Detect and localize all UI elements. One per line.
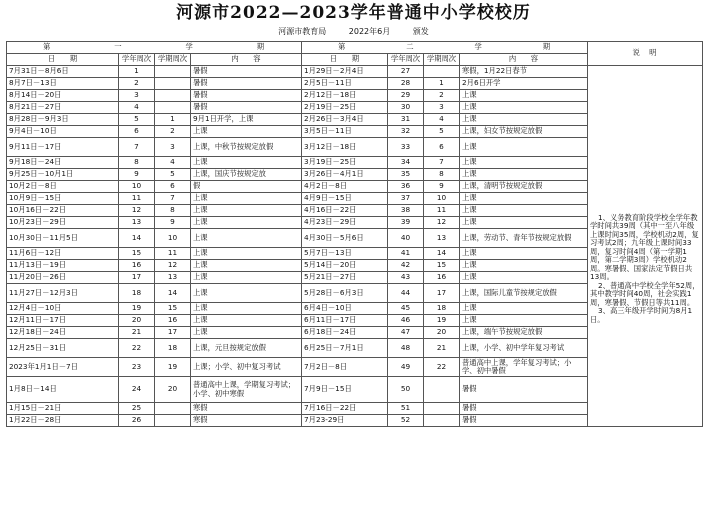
date-1: 12月18日－24日 (7, 327, 119, 339)
content-2: 上课，清明节按规定放假 (460, 181, 588, 193)
term-week-1: 11 (155, 248, 191, 260)
date-1: 8月7日－13日 (7, 78, 119, 90)
date-1: 11月27日－12月3日 (7, 284, 119, 303)
date-1: 2023年1月1日－7日 (7, 358, 119, 377)
school-week-1: 14 (119, 229, 155, 248)
school-week-2: 44 (388, 284, 424, 303)
date-1: 10月16日－22日 (7, 205, 119, 217)
content-2: 上课，小学、初中学年复习考试 (460, 339, 588, 358)
term-week-1: 8 (155, 205, 191, 217)
content-1: 暑假 (191, 90, 302, 102)
date-1: 12月11日－17日 (7, 315, 119, 327)
date-1: 1月15日－21日 (7, 403, 119, 415)
date-1: 9月4日－10日 (7, 126, 119, 138)
date-2: 5月28日－6月3日 (302, 284, 388, 303)
issue-action: 颁发 (412, 27, 429, 36)
term-week-2: 8 (424, 169, 460, 181)
content-2: 上课 (460, 169, 588, 181)
date-1: 10月23日－29日 (7, 217, 119, 229)
school-week-2: 46 (388, 315, 424, 327)
content-1: 上课 (191, 272, 302, 284)
content-2: 上课 (460, 157, 588, 169)
date-2: 7月9日－15日 (302, 377, 388, 403)
content-2: 上课 (460, 102, 588, 114)
school-week-2: 32 (388, 126, 424, 138)
calendar-row (7, 66, 703, 78)
term-week-2: 22 (424, 358, 460, 377)
school-week-2: 31 (388, 114, 424, 126)
term-week-2: 4 (424, 114, 460, 126)
school-week-1: 22 (119, 339, 155, 358)
content-1: 上课 (191, 303, 302, 315)
term-week-1: 4 (155, 157, 191, 169)
term-week-2: 15 (424, 260, 460, 272)
term-week-2: 19 (424, 315, 460, 327)
term-week-1: 2 (155, 126, 191, 138)
school-week-1: 9 (119, 169, 155, 181)
term-week-1 (155, 66, 191, 78)
date-1: 9月25日－10月1日 (7, 169, 119, 181)
col-school-week-2: 学年周次 (388, 54, 424, 66)
school-week-2: 38 (388, 205, 424, 217)
date-2: 2月19日－25日 (302, 102, 388, 114)
content-2: 暑假 (460, 415, 588, 427)
semester-header-row (7, 42, 703, 54)
issue-date: 2022年6月 (348, 27, 391, 36)
term-week-2 (424, 66, 460, 78)
content-2: 上课 (460, 90, 588, 102)
school-week-1: 10 (119, 181, 155, 193)
term-week-2: 17 (424, 284, 460, 303)
date-2: 4月9日－15日 (302, 193, 388, 205)
content-1: 上课 (191, 157, 302, 169)
term-week-1: 15 (155, 303, 191, 315)
content-1: 上课 (191, 217, 302, 229)
school-week-1: 20 (119, 315, 155, 327)
term-week-1: 7 (155, 193, 191, 205)
school-week-1: 23 (119, 358, 155, 377)
term-week-1: 18 (155, 339, 191, 358)
term-week-2: 5 (424, 126, 460, 138)
school-week-2: 40 (388, 229, 424, 248)
date-1: 8月14日－20日 (7, 90, 119, 102)
date-2: 4月2日－8日 (302, 181, 388, 193)
content-1: 暑假 (191, 66, 302, 78)
school-week-2: 43 (388, 272, 424, 284)
school-week-2: 39 (388, 217, 424, 229)
date-2: 5月14日－20日 (302, 260, 388, 272)
term-week-1: 9 (155, 217, 191, 229)
date-1: 7月31日－8月6日 (7, 66, 119, 78)
term-week-1: 1 (155, 114, 191, 126)
term-week-2 (424, 403, 460, 415)
col-date-1: 日 期 (7, 54, 119, 66)
school-week-2: 41 (388, 248, 424, 260)
term-week-1: 10 (155, 229, 191, 248)
date-1: 10月30日－11月5日 (7, 229, 119, 248)
date-2: 4月30日－5月6日 (302, 229, 388, 248)
term-week-2: 1 (424, 78, 460, 90)
content-2: 寒假，1月22日春节 (460, 66, 588, 78)
date-1: 10月9日－15日 (7, 193, 119, 205)
semester-1-header: 第 一 学 期 (7, 42, 302, 54)
content-2: 上课 (460, 248, 588, 260)
school-week-1: 1 (119, 66, 155, 78)
note-item: 3、高三年级开学时间为8月1日。 (590, 306, 693, 324)
date-1: 1月8日－14日 (7, 377, 119, 403)
col-content-2: 内 容 (460, 54, 588, 66)
content-2: 上课 (460, 315, 588, 327)
date-1: 12月25日－31日 (7, 339, 119, 358)
content-2: 上课，妇女节按规定放假 (460, 126, 588, 138)
school-week-2: 34 (388, 157, 424, 169)
content-1: 上课，元旦按规定放假 (191, 339, 302, 358)
school-week-2: 36 (388, 181, 424, 193)
content-2: 上课 (460, 260, 588, 272)
date-2: 2月26日－3月4日 (302, 114, 388, 126)
content-2: 上课 (460, 272, 588, 284)
date-2: 7月23-29日 (302, 415, 388, 427)
school-week-1: 4 (119, 102, 155, 114)
date-1: 9月11日－17日 (7, 138, 119, 157)
date-2: 2月12日－18日 (302, 90, 388, 102)
term-week-2: 21 (424, 339, 460, 358)
school-week-1: 25 (119, 403, 155, 415)
content-1: 暑假 (191, 78, 302, 90)
content-1: 上课 (191, 205, 302, 217)
term-week-2: 18 (424, 303, 460, 315)
school-week-2: 51 (388, 403, 424, 415)
term-week-2: 9 (424, 181, 460, 193)
content-1: 上课，国庆节按规定放 (191, 169, 302, 181)
term-week-1 (155, 90, 191, 102)
note-item: 1、义务教育阶段学校全学年教学时间共39周（其中一至八年级上课时间35周，学校机动2周，复习考试2周；九年级上课时间33周，复习时间4周（第一学期1周，第二学期3周）学校机动2周。寒暑假、国家法定节假日共13周。 (590, 212, 699, 282)
date-2: 6月25日－7月1日 (302, 339, 388, 358)
date-2: 3月26日－4月1日 (302, 169, 388, 181)
content-1: 上课 (191, 260, 302, 272)
term-week-2 (424, 377, 460, 403)
term-week-2: 13 (424, 229, 460, 248)
term-week-1: 6 (155, 181, 191, 193)
school-week-1: 15 (119, 248, 155, 260)
content-2: 上课 (460, 114, 588, 126)
subtitle (0, 26, 707, 38)
date-1: 12月4日－10日 (7, 303, 119, 315)
content-1: 普通高中上课，学期复习考试；小学、初中寒假 (191, 377, 302, 403)
term-week-1 (155, 78, 191, 90)
date-2: 4月23日－29日 (302, 217, 388, 229)
col-term-week-1: 学期周次 (155, 54, 191, 66)
school-week-1: 12 (119, 205, 155, 217)
term-week-2: 11 (424, 205, 460, 217)
school-week-1: 5 (119, 114, 155, 126)
term-week-1: 13 (155, 272, 191, 284)
school-week-1: 8 (119, 157, 155, 169)
content-2: 上课，端午节按规定放假 (460, 327, 588, 339)
term-week-2: 7 (424, 157, 460, 169)
term-week-2: 6 (424, 138, 460, 157)
content-2: 暑假 (460, 403, 588, 415)
school-week-1: 7 (119, 138, 155, 157)
school-week-2: 48 (388, 339, 424, 358)
school-week-2: 37 (388, 193, 424, 205)
term-week-2: 14 (424, 248, 460, 260)
page-title: 河源市2022—2023学年普通中小学校校历 (176, 3, 531, 23)
content-1: 上课 (191, 229, 302, 248)
content-1: 假 (191, 181, 302, 193)
school-week-1: 26 (119, 415, 155, 427)
school-week-2: 29 (388, 90, 424, 102)
school-week-2: 42 (388, 260, 424, 272)
school-week-2: 52 (388, 415, 424, 427)
term-week-1: 16 (155, 315, 191, 327)
date-2: 6月4日－10日 (302, 303, 388, 315)
note-item: 2、普通高中学校全学年52周，其中教学时间40周，社会实践1周，寒暑假、节假日等共11周。 (590, 280, 700, 307)
content-2: 上课，劳动节、青年节按规定放假 (460, 229, 588, 248)
date-2: 7月2日－8日 (302, 358, 388, 377)
col-content-1: 内 容 (191, 54, 302, 66)
term-week-2: 2 (424, 90, 460, 102)
issuer: 河源市教育局 (278, 27, 327, 36)
content-1: 上课 (191, 248, 302, 260)
content-2: 2月6日开学 (460, 78, 588, 90)
content-2: 上课 (460, 193, 588, 205)
school-week-1: 17 (119, 272, 155, 284)
school-week-2: 49 (388, 358, 424, 377)
term-week-2: 16 (424, 272, 460, 284)
term-week-2: 10 (424, 193, 460, 205)
term-week-2: 3 (424, 102, 460, 114)
date-2: 3月19日－25日 (302, 157, 388, 169)
term-week-1: 14 (155, 284, 191, 303)
school-week-2: 50 (388, 377, 424, 403)
col-date-2: 日 期 (302, 54, 388, 66)
date-2: 3月5日－11日 (302, 126, 388, 138)
school-week-2: 47 (388, 327, 424, 339)
term-week-1 (155, 415, 191, 427)
content-2: 上课 (460, 205, 588, 217)
content-2: 普通高中上课，学年复习考试；小学、初中暑假 (460, 358, 588, 377)
term-week-1: 5 (155, 169, 191, 181)
date-2: 5月21日－27日 (302, 272, 388, 284)
date-2: 2月5日－11日 (302, 78, 388, 90)
date-1: 11月6日－12日 (7, 248, 119, 260)
content-1: 上课 (191, 315, 302, 327)
term-week-2: 12 (424, 217, 460, 229)
school-week-1: 21 (119, 327, 155, 339)
content-1: 上课，中秋节按规定放假 (191, 138, 302, 157)
content-2: 上课 (460, 217, 588, 229)
date-1: 8月28日－9月3日 (7, 114, 119, 126)
date-1: 11月20日－26日 (7, 272, 119, 284)
term-week-1: 19 (155, 358, 191, 377)
date-1: 11月13日－19日 (7, 260, 119, 272)
date-2: 5月7日－13日 (302, 248, 388, 260)
content-2: 上课 (460, 138, 588, 157)
school-week-1: 18 (119, 284, 155, 303)
content-2: 上课 (460, 303, 588, 315)
school-week-1: 6 (119, 126, 155, 138)
school-week-2: 27 (388, 66, 424, 78)
content-1: 上课；小学、初中复习考试 (191, 358, 302, 377)
date-2: 6月18日－24日 (302, 327, 388, 339)
date-1: 1月22日－28日 (7, 415, 119, 427)
col-term-week-2: 学期周次 (424, 54, 460, 66)
date-1: 10月2日－8日 (7, 181, 119, 193)
content-1: 上课 (191, 327, 302, 339)
term-week-1: 3 (155, 138, 191, 157)
term-week-1: 17 (155, 327, 191, 339)
school-week-1: 24 (119, 377, 155, 403)
date-2: 1月29日－2月4日 (302, 66, 388, 78)
content-2: 暑假 (460, 377, 588, 403)
semester-2-header: 第 二 学 期 (302, 42, 588, 54)
school-week-2: 35 (388, 169, 424, 181)
school-week-2: 33 (388, 138, 424, 157)
school-week-2: 28 (388, 78, 424, 90)
term-week-1: 20 (155, 377, 191, 403)
date-2: 4月16日－22日 (302, 205, 388, 217)
term-week-1: 12 (155, 260, 191, 272)
school-week-1: 11 (119, 193, 155, 205)
term-week-2 (424, 415, 460, 427)
school-week-2: 45 (388, 303, 424, 315)
school-week-1: 16 (119, 260, 155, 272)
content-1: 暑假 (191, 102, 302, 114)
calendar-table (6, 41, 703, 427)
date-1: 8月21日－27日 (7, 102, 119, 114)
notes-header: 说 明 (588, 42, 703, 66)
term-week-2: 20 (424, 327, 460, 339)
content-1: 寒假 (191, 415, 302, 427)
content-1: 9月1日开学，上课 (191, 114, 302, 126)
school-week-1: 19 (119, 303, 155, 315)
content-1: 寒假 (191, 403, 302, 415)
content-1: 上课 (191, 193, 302, 205)
content-1: 上课 (191, 284, 302, 303)
school-week-1: 2 (119, 78, 155, 90)
notes-cell (588, 66, 703, 427)
content-2: 上课，国际儿童节按规定放假 (460, 284, 588, 303)
date-2: 3月12日－18日 (302, 138, 388, 157)
term-week-1 (155, 403, 191, 415)
content-1: 上课 (191, 126, 302, 138)
col-school-week-1: 学年周次 (119, 54, 155, 66)
school-week-1: 3 (119, 90, 155, 102)
school-week-2: 30 (388, 102, 424, 114)
date-1: 9月18日－24日 (7, 157, 119, 169)
school-week-1: 13 (119, 217, 155, 229)
date-2: 6月11日－17日 (302, 315, 388, 327)
term-week-1 (155, 102, 191, 114)
date-2: 7月16日－22日 (302, 403, 388, 415)
